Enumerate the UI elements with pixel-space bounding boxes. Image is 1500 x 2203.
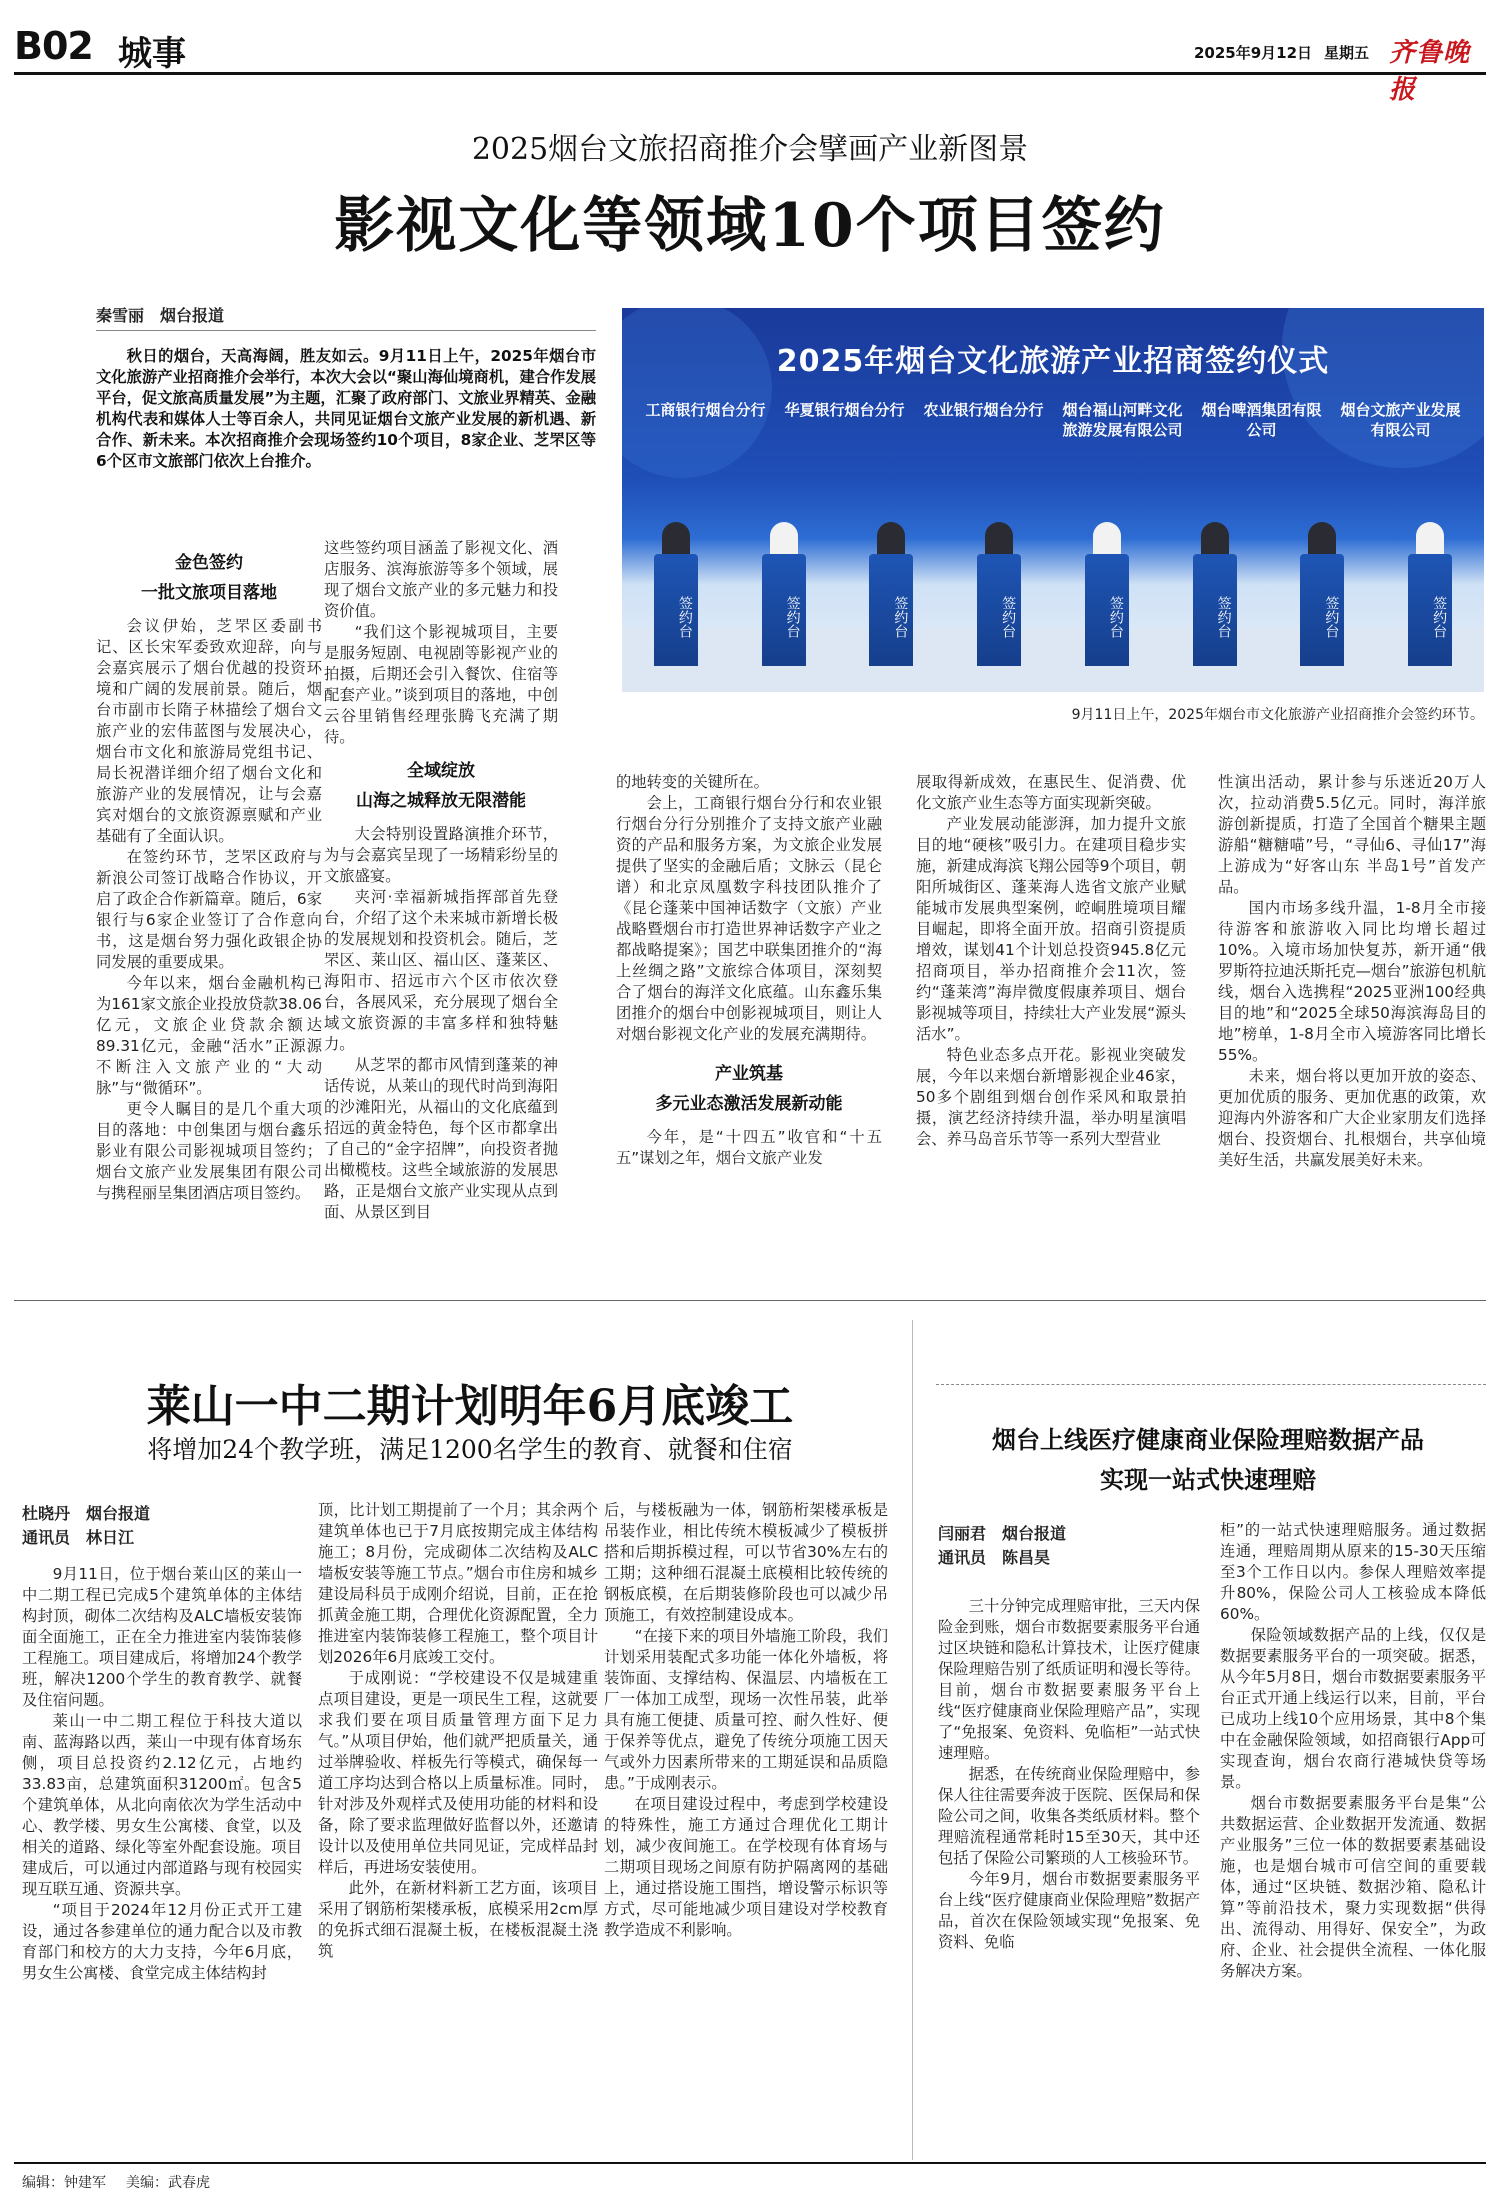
paragraph: 9月11日，位于烟台莱山区的莱山一中二期工程已完成5个建筑单体的主体结构封顶，砌体二次结构及ALC墙板安装饰面全面施工，正在全力推进室内装饰装修工程施工。项目建成后，将增加24个教学班，解决1200个学生的教育教学、就餐及住宿问题。 xyxy=(22,1565,302,1709)
story1-kicker: 2025烟台文旅招商推介会擘画产业新图景 xyxy=(471,132,1029,167)
signer-label: 烟台福山河畔文化旅游发展有限公司 xyxy=(1062,401,1183,439)
paragraph: 此外，在新材料新工艺方面，该项目采用了钢筋桁架楼承板，底模采用2cm厚的免拆式细石混凝土板，在楼板混凝土浇筑 xyxy=(318,1879,598,1960)
story3-top-rule xyxy=(936,1384,1486,1385)
paragraph: 后，与楼板融为一体，钢筋桁架楼承板是吊装作业，相比传统木模板减少了模板拼搭和后期拆模过程，可以节省30%左右的工期；这种细石混凝土底模相比较传统的钢板底模，在后期装修阶段也可以减少吊顶施工，有效控制建设成本。 xyxy=(604,1501,888,1624)
signing-podium: 签约台 xyxy=(1085,554,1129,666)
story2-title: 莱山一中二期计划明年6月底竣工 xyxy=(146,1381,794,1432)
section-code: B02 xyxy=(14,24,93,68)
story1-column-3 xyxy=(616,772,882,1264)
subhead-golden-signing-b: 一批文旅项目落地 xyxy=(141,583,277,603)
story3-column-2 xyxy=(1220,1520,1486,2150)
paragraph: 展取得新成效，在惠民生、促消费、优化文旅产业生态等方面实现新突破。 xyxy=(916,773,1186,812)
story2-column-1 xyxy=(22,1564,302,2150)
paragraph: 烟台市数据要素服务平台是集“公共数据运营、企业数据开发流通、数据产业服务”三位一体的数据要素基础设施，也是烟台城市可信空间的重要载体，通过“区块链、数据沙箱、隐私计算”等前沿技术，聚力实现数据“供得出、流得动、用得好、保安全”，为政府、企业、社会提供全流程、一体化服务解决方案。 xyxy=(1220,1794,1486,1980)
signer-label: 烟台文旅产业发展有限公司 xyxy=(1340,401,1461,439)
footer-editor: 编辑：钟建军 xyxy=(22,2175,106,2191)
signing-podium: 签约台 xyxy=(869,554,913,666)
signer-label: 工商银行烟台分行 xyxy=(645,401,766,419)
signing-podium: 签约台 xyxy=(762,554,806,666)
paragraph: 于成刚说：“学校建设不仅是城建重点项目建设，更是一项民生工程，这就要求我们要在项目质量管理方面下足力气。”从项目伊始，他们就严把质量关，通过举牌验收、样板先行等模式，确保每一道工序均达到合格以上质量标准。同时，针对涉及外观样式及使用功能的材料和设备，除了要求监理做好监督以外，还邀请设计以及使用单位共同见证，完成样品封样后，再进场安装使用。 xyxy=(318,1669,598,1876)
paragraph: 会上，工商银行烟台分行和农业银行烟台分行分别推介了支持文旅产业融资的产品和服务方案，为文旅企业发展提供了坚实的金融后盾；文脉云（昆仑谱）和北京凤凰数字科技团队推介了《昆仑蓬莱中国神话数字（文旅）产业战略暨烟台市打造世界神话数字产业之都战略提案》；国艺中联集团推介的“海上丝绸之路”文旅综合体项目，深刻契合了烟台的海洋文化底蕴。山东鑫乐集团推介的烟台中创影视城项目，则让人对烟台影视文化产业的发展充满期待。 xyxy=(616,794,882,1043)
paragraph: 大会特别设置路演推介环节，为与会嘉宾呈现了一场精彩纷呈的文旅盛宴。 xyxy=(324,825,558,885)
signing-podium: 签约台 xyxy=(1408,554,1452,666)
paragraph: 在项目建设过程中，考虑到学校建设的特殊性，施工方通过合理优化工期计划，减少夜间施工。在学校现有体育场与二期项目现场之间原有防护隔离网的基础上，通过搭设施工围挡，增设警示标识等方式，尽可能地减少项目建设对学校教育教学造成不利影响。 xyxy=(604,1795,888,1939)
paragraph: 柜”的一站式快速理赔服务。通过数据连通，理赔周期从原来的15-30天压缩至3个工作日以内。参保人理赔效率提升80%，保险公司人工核验成本降低60%。 xyxy=(1220,1521,1486,1623)
story3-column-1 xyxy=(938,1596,1200,2150)
paragraph: “项目于2024年12月份正式开工建设，通过各参建单位的通力配合以及市教育部门和校方的大力支持，今年6月底，男女生公寓楼、食堂完成主体结构封 xyxy=(22,1901,302,1982)
subhead-golden-signing: 金色签约 xyxy=(175,553,243,573)
story3-title-line2: 实现一站式快速理赔 xyxy=(1100,1465,1316,1494)
paragraph: 特色业态多点开花。影视业突破发展，今年以来烟台新增影视企业46家，50多个剧组到烟台创作采风和取景拍摄，演艺经济持续升温，举办明星演唱会、养马岛音乐节等一系列大型营业 xyxy=(916,1046,1186,1148)
photo-banner: 2025年烟台文化旅游产业招商签约仪式 xyxy=(776,344,1330,379)
paragraph: 会议伊始，芝罘区委副书记、区长宋军委致欢迎辞，向与会嘉宾展示了烟台优越的投资环境和广阔的发展前景。随后，烟台市副市长隋子林描绘了烟台文旅产业的宏伟蓝图与发展决心，烟台市文化和旅游局党组书记、局长祝潜详细介绍了烟台文化和旅游产业的发展情况，让与会嘉宾对烟台的文旅资源禀赋和产业基础有了全面认识。 xyxy=(96,617,322,845)
story-divider xyxy=(14,1300,1486,1301)
photo-podiums xyxy=(622,508,1484,692)
byline-rule xyxy=(96,330,596,331)
paragraph: 产业发展动能澎湃，加力提升文旅目的地“硬核”吸引力。在建项目稳步实施，新建成海滨飞翔公园等9个项目，朝阳所城街区、蓬莱海人选省文旅产业赋能城市发展典型案例，崆峒胜境项目耀目崛起，即将全面开放。招商引资提质增效，谋划41个计划总投资945.8亿元招商项目，举办招商推介会11次，签约“蓬莱湾”海岸微度假康养项目、烟台影视城等项目，持续壮大产业发展“源头活水”。 xyxy=(916,815,1186,1043)
story-divider-vertical xyxy=(912,1320,913,2160)
header-rule xyxy=(14,72,1486,75)
story1-title: 影视文化等领域10个项目签约 xyxy=(334,191,1166,261)
paragraph: 性演出活动，累计参与乐迷近20万人次，拉动消费5.5亿元。同时，海洋旅游创新提质，打造了全国首个糖果主题游船“糖糖喵”号，“寻仙6、寻仙17”海上游成为“好客山东 半岛1号”首发产品。 xyxy=(1218,773,1486,896)
paragraph: 未来，烟台将以更加开放的姿态、更加优质的服务、更加优惠的政策，欢迎海内外游客和广大企业家朋友们选择烟台、投资烟台、扎根烟台，共享仙境美好生活，共赢发展美好未来。 xyxy=(1218,1067,1486,1169)
paragraph: 这些签约项目涵盖了影视文化、酒店服务、滨海旅游等多个领域，展现了烟台文旅产业的多元魅力和投资价值。 xyxy=(324,539,558,620)
paragraph: 国内市场多线升温，1-8月全市接待游客和旅游收入同比均增长超过10%。入境市场加快复苏，新开通“俄罗斯符拉迪沃斯托克—烟台”旅游包机航线，烟台入选携程“2025亚洲100经典目的地”和“2025全球50海滨海岛目的地”榜单，1-8月全市入境游客同比增长55%。 xyxy=(1218,899,1486,1064)
story2-byline-correspondent: 通讯员 林日江 xyxy=(22,1528,135,1547)
subhead-all-region: 全域绽放 xyxy=(407,761,475,781)
paragraph: “在接下来的项目外墙施工阶段，我们计划采用装配式多功能一体化外墙板，将装饰面、支撑结构、保温层、内墙板在工厂一体加工成型，现场一次性吊装，此举具有施工便捷、质量可控、耐久性好、便于保养等优点，避免了传统分项施工因天气或外力因素所带来的工期延误和品质隐患。”于成刚表示。 xyxy=(604,1627,888,1792)
paragraph: 更令人瞩目的是几个重大项目的落地：中创集团与烟台鑫乐影业有限公司影视城项目签约；烟台文旅产业发展集团有限公司与携程丽呈集团酒店项目签约。 xyxy=(96,1100,322,1202)
story1-lead: 秋日的烟台，天高海阔，胜友如云。9月11日上午，2025年烟台市文化旅游产业招商推介会举行，本次大会以“聚山海仙境商机，建合作发展平台，促文旅高质量发展”为主题，汇聚了政府部门、文旅业界精英、金融机构代表和媒体人士等百余人，共同见证烟台文旅产业发展的新机遇、新合作、新未来。本次招商推介会现场签约10个项目，8家企业、芝罘区等6个区市文旅部门依次上台推介。 xyxy=(96,347,596,470)
story1-byline: 秦雪丽 烟台报道 xyxy=(96,306,225,325)
issue-weekday: 星期五 xyxy=(1324,44,1370,62)
paragraph: 今年9月，烟台市数据要素服务平台上线“医疗健康商业保险理赔”数据产品，首次在保险领域实现“免报案、免资料、免临 xyxy=(938,1870,1200,1951)
story1-column-1 xyxy=(96,548,322,1264)
footer-designer: 美编：武春虎 xyxy=(126,2175,210,2191)
signing-podium: 签约台 xyxy=(1193,554,1237,666)
paragraph: 莱山一中二期工程位于科技大道以南、蓝海路以西，莱山一中现有体育场东侧，项目总投资约2.12亿元，占地约33.83亩，总建筑面积31200㎡。包含5个建筑单体，从北向南依次为学生活动中心、教学楼、男女生公寓楼、食堂，以及相关的道路、绿化等室外配套设施。项目建成后，可以通过内部道路与现有校园实现互联互通、资源共享。 xyxy=(22,1712,302,1898)
photo-signer-labels xyxy=(636,400,1470,480)
story2-column-2 xyxy=(318,1500,598,2150)
signing-ceremony-photo xyxy=(622,308,1484,692)
signing-podium: 签约台 xyxy=(654,554,698,666)
paragraph: 三十分钟完成理赔审批，三天内保险金到账，烟台市数据要素服务平台通过区块链和隐私计算技术，让医疗健康保险理赔告别了纸质证明和漫长等待。目前，烟台市数据要素服务平台上线“医疗健康商业保险理赔产品”，实现了“免报案、免资料、免临柜”一站式快速理赔。 xyxy=(938,1597,1200,1762)
masthead-logo: 齐鲁晚报 xyxy=(1389,38,1471,105)
story3-byline-correspondent: 通讯员 陈昌昊 xyxy=(938,1548,1051,1567)
signer-label: 华夏银行烟台分行 xyxy=(784,401,905,419)
story3-byline-reporter: 闫丽君 烟台报道 xyxy=(938,1524,1067,1543)
footer-rule xyxy=(14,2162,1486,2164)
story3-title-line1: 烟台上线医疗健康商业保险理赔数据产品 xyxy=(992,1425,1424,1454)
signing-podium: 签约台 xyxy=(977,554,1021,666)
photo-caption: 9月11日上午，2025年烟台市文化旅游产业招商推介会签约环节。 xyxy=(1071,707,1484,723)
section-name: 城事 xyxy=(118,34,186,74)
paragraph: 今年，是“十四五”收官和“十五五”谋划之年，烟台文旅产业发 xyxy=(616,1128,882,1167)
issue-date: 2025年9月12日 xyxy=(1194,44,1313,62)
subhead-industry-b: 多元业态激活发展新动能 xyxy=(655,1094,843,1114)
paragraph: 顶，比计划工期提前了一个月；其余两个建筑单体也已于7月底按期完成主体结构施工；8月份，完成砌体二次结构及ALC墙板安装等施工节点。”烟台市住房和城乡建设局科员于成刚介绍说，目前，正在抢抓黄金施工期，合理优化资源配置，全力推进室内装饰装修工程施工，整个项目计划2026年6月底竣工交付。 xyxy=(318,1501,598,1666)
story2-byline-reporter: 杜晓丹 烟台报道 xyxy=(22,1504,151,1523)
signing-podium: 签约台 xyxy=(1300,554,1344,666)
paragraph: 保险领域数据产品的上线，仅仅是数据要素服务平台的一项突破。据悉，从今年5月8日，烟台市数据要素服务平台正式开通上线运行以来，目前，平台已成功上线10个应用场景，其中8个集中在金融保险领域，如招商银行App可实现查询，烟台农商行港城快贷等场景。 xyxy=(1220,1626,1486,1791)
paragraph: 今年以来，烟台金融机构已为161家文旅企业投放贷款38.06亿元，文旅企业贷款余额达89.31亿元，金融“活水”正源源不断注入文旅产业的“大动脉”与“微循环”。 xyxy=(96,974,322,1097)
paragraph: 的地转变的关键所在。 xyxy=(616,773,769,791)
story1-column-2 xyxy=(324,538,558,1264)
story2-subtitle: 将增加24个教学班，满足1200名学生的教育、就餐和住宿 xyxy=(147,1435,793,1464)
subhead-industry: 产业筑基 xyxy=(715,1064,783,1084)
paragraph: 据悉，在传统商业保险理赔中，参保人往往需要奔波于医院、医保局和保险公司之间，收集各类纸质材料。整个理赔流程通常耗时15至30天，其中还包括了保险公司繁琐的人工核验环节。 xyxy=(938,1765,1200,1867)
subhead-all-region-b: 山海之城释放无限潜能 xyxy=(356,791,526,811)
section-header xyxy=(14,22,1490,105)
paragraph: 在签约环节，芝罘区政府与新浪公司签订战略合作协议，开启了政企合作新篇章。随后，6家银行与6家企业签订了合作意向书，这是烟台努力强化政银企协同发展的重要成果。 xyxy=(96,848,322,971)
story2-column-3 xyxy=(604,1500,888,2150)
signer-label: 烟台啤酒集团有限公司 xyxy=(1201,401,1322,439)
story1-column-5 xyxy=(1218,772,1486,1264)
paragraph: “我们这个影视城项目，主要是服务短剧、电视剧等影视产业的拍摄，后期还会引入餐饮、住宿等配套产业。”谈到项目的落地，中创云谷里销售经理张腾飞充满了期待。 xyxy=(324,623,558,746)
story1-column-4 xyxy=(916,772,1186,1264)
signer-label: 农业银行烟台分行 xyxy=(923,401,1044,419)
paragraph: 夹河·幸福新城指挥部首先登台，介绍了这个未来城市新增长极的发展规划和投资机会。随后，芝罘区、莱山区、福山区、蓬莱区、海阳市、招远市六个区市依次登台，各展风采，充分展现了烟台全域文旅资源的丰富多样和独特魅力。 xyxy=(324,888,558,1053)
paragraph: 从芝罘的都市风情到蓬莱的神话传说，从莱山的现代时尚到海阳的沙滩阳光，从福山的文化底蕴到招远的黄金特色，每个区市都拿出了自己的“金字招牌”，向投资者抛出橄榄枝。这些全域旅游的发展思路，正是烟台文旅产业实现从点到面、从景区到目 xyxy=(324,1056,558,1221)
